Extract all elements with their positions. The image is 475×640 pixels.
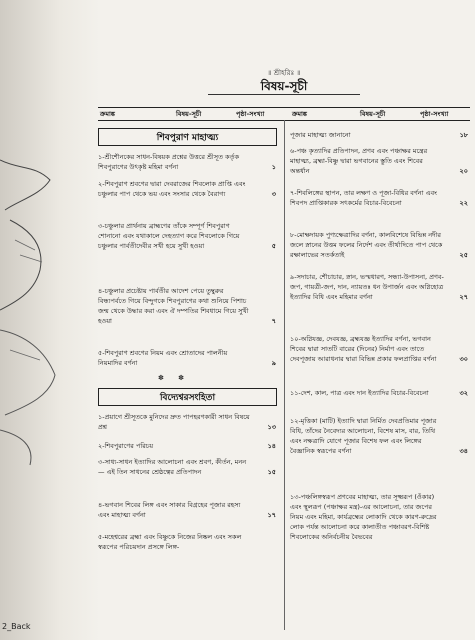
entry-text: ৭-শিবলিঙ্গের স্থাপন, তার লক্ষণ ও পূজা-বিধির বর্ণনা এবং শিবপদ প্রাপ্তিকারক সৎকর্মের বিচার-বিবেচনা <box>290 189 437 208</box>
page-title: বিষয়-সূচী <box>260 79 308 93</box>
invocation: ॥ শ্রীহরিঃ ॥ <box>267 69 301 77</box>
entry-text: ১-প্রয়াগে শ্রীসূতকে মুনিদের দ্রুত পাপহরণকারী সাধন বিষয়ে প্রশ্ন <box>98 413 250 432</box>
toc-entry <box>98 286 278 326</box>
title-underline <box>208 94 360 95</box>
entry-page: ১৫ <box>267 468 276 477</box>
entry-text: ৪-চঞ্চুলার প্রচেষ্টায় পার্বতীর আদেশ পেয়ে তুম্বুরুর বিন্ধ্যপর্বতে গিয়ে বিন্দুগকে শিবপুরাণের কথা শুনিয়ে পিশাচ জন্ম থেকে উদ্ধার করা এবং ঐ দম্পতির শিবধামে গিয়ে সুখী হওয়া <box>98 287 249 326</box>
file-label: 2_Back <box>2 622 31 631</box>
section-heading: বিদ্যেশ্বরসংহিতা <box>98 388 277 406</box>
entry-text: ২-শিবপুরাণের পরিচয় <box>98 442 154 450</box>
entry-page: ২২ <box>459 199 468 208</box>
entry-text: ৪-ভগবান শিবের লিঙ্গ এবং সাকার বিগ্রহের পূজার রহস্য এবং মাহাত্ম্য বর্ণনা <box>98 501 241 520</box>
toc-content <box>98 60 470 635</box>
serial-header-left: ক্রমাঙ্ক <box>100 110 115 118</box>
toc-entry <box>290 416 470 456</box>
column-header-bar <box>98 107 470 121</box>
subject-header-left: বিষয়-সূচী <box>176 110 202 118</box>
toc-entry <box>290 388 470 398</box>
subject-header-right: বিষয়-সূচী <box>360 110 386 118</box>
toc-entry <box>290 334 470 364</box>
adjacent-page-illustration <box>0 150 70 470</box>
entry-page: ৩২ <box>459 389 468 397</box>
toc-entry <box>98 500 278 520</box>
toc-entry <box>290 272 470 302</box>
section-heading: শিবপুরাণ মাহাত্ম্য <box>98 128 277 146</box>
entry-page: ৩৪ <box>459 447 468 456</box>
toc-entry <box>98 532 278 552</box>
toc-entry <box>290 146 470 176</box>
entry-page: ১৪ <box>267 442 276 450</box>
entry-page: ৯ <box>271 359 276 368</box>
entry-text: ১০-অগ্নিযজ্ঞ, দেবযজ্ঞ, ব্রহ্মযজ্ঞ ইত্যাদির বর্ণনা, ভগবান শিবের দ্বারা সাতটি বারের (দিনের) নির্মাণ এবং তাতে দেবপূজায় আরাধনার দ্বারা বিভিন্ন প্রকার ফলপ্রাপ্তির বর্ণনা <box>290 335 437 364</box>
entry-page: ২৫ <box>459 251 468 260</box>
entry-page: ১৩ <box>267 423 276 432</box>
toc-entry <box>98 348 278 368</box>
entry-page: ৫ <box>271 242 276 251</box>
separator-ornament: ✽ ✽ <box>158 374 190 382</box>
toc-entry <box>98 152 278 172</box>
column-divider <box>284 120 285 630</box>
entry-page: ৭ <box>271 317 276 326</box>
toc-entry <box>98 441 278 451</box>
entry-page: ১৮ <box>459 131 468 139</box>
entry-text: ১২-মৃত্তিকা (মাটি) ইত্যাদি দ্বারা নির্মিত দেবপ্রতিমার পূজার বিধি, তাঁদের নৈবেদ্যর আলোচনা, বিশেষ মাস, বার, তিথি এবং নক্ষত্রাদি যোগে পূজার বিশেষ ফল এবং লিঙ্গের বৈজ্ঞানিক স্বরূপের বর্ণনা <box>290 417 437 456</box>
entry-page: ২৭ <box>459 293 468 302</box>
entry-page: ৩ <box>271 190 276 199</box>
entry-text: ৬-পঞ্চ কৃত্যাদির প্রতিপাদন, প্রণব এবং পঞ্চাক্ষর মন্ত্রের মাহাত্ম্য, ব্রহ্মা-বিষ্ণু দ্বারা ভগবানের স্তুতি এবং শিবের অন্তর্ধান <box>290 147 428 176</box>
toc-entry <box>98 457 278 477</box>
entry-page: ১৭ <box>267 511 276 520</box>
serial-header-right: ক্রমাঙ্ক <box>292 110 307 118</box>
entry-text: ২-শিবপুরাণ শ্রবণের দ্বারা দেবরাজের শিবলোক প্রাপ্তি এবং চঞ্চুলার পাপ থেকে ভয় এবং সংসার থেকে বৈরাগ্য <box>98 180 246 199</box>
entry-text: ৫-শিবপুরাণ শ্রবণের নিয়ম এবং শ্রোতাদের পালনীয় নিয়মাদির বর্ণনা <box>98 349 228 368</box>
entry-text: ৫-মহেশ্বরের ব্রহ্মা এবং বিষ্ণুকে নিজের নিষ্কল এবং সকল স্বরূপের পরিচয়দান প্রসঙ্গে লিঙ্গ- <box>98 533 242 552</box>
entry-text: ১৩-পঞ্চলিঙ্গস্বরূপ প্রণবের মাহাত্ম্য, তার সূক্ষ্মরূপ (ওঁকার) এবং স্থূলরূপ (পঞ্চাক্ষর মন্ত্র)-এর আলোচনা, তার জপের নিয়ম এবং মহিমা, কার্যব্রহ্মের লোকাদি থেকে কারণ-রুদ্রের লোক পর্যন্ত আলোচনা করে কালাতীত পঞ্চাবরণ-বিশিষ্ট শিবলোকের অনির্বচনীয় বৈভবের <box>290 493 437 542</box>
entry-text: ৩-সাধ্য-সাধন ইত্যাদির আলোচনা এবং শ্রবণ, কীর্তন, মনন— এই তিন সাধনের শ্রেষ্ঠত্বের প্রতিপাদন <box>98 458 247 477</box>
page-header-right: পৃষ্ঠা-সংখ্যা <box>420 110 449 118</box>
entry-text: পূজার মাহাত্ম্য জানানো <box>290 131 351 139</box>
toc-entry <box>290 230 470 260</box>
toc-entry <box>98 221 278 251</box>
toc-entry <box>98 412 278 432</box>
toc-entry <box>290 188 470 208</box>
toc-entry <box>290 130 470 140</box>
toc-entry <box>98 179 278 199</box>
entry-text: ৩-চঞ্চুলার প্রার্থনায় ব্রাহ্মণের তাঁকে সম্পূর্ণ শিবপুরাণ শোনানো এবং যথাকালে দেহত্যাগ করে শিবলোকে গিয়ে চঞ্চুলার পার্বতীদেবীর সখী হয়ে সুখী হওয়া <box>98 222 240 251</box>
page-header-left: পৃষ্ঠা-সংখ্যা <box>236 110 265 118</box>
entry-text: ৯-সদাচার, শৌচাচার, স্নান, ভস্মধারণ, সন্ধ্যা-উপাসনা, প্রণব-জপ, গায়ত্রী-জপ, দান, ন্যায়তঃ ধন উপার্জন এবং অগ্নিহোত্র ইত্যাদির বিধি এবং মহিমার বর্ণনা <box>290 273 444 302</box>
entry-page: ২০ <box>459 167 468 176</box>
toc-entry <box>290 492 470 542</box>
entry-text: ১১-দেশ, কাল, পাত্র এবং দান ইত্যাদির বিচার-বিবেচনা <box>290 389 429 397</box>
entry-page: ১ <box>271 163 276 172</box>
entry-page: ৩০ <box>459 355 468 364</box>
entry-text: ১-শ্রীশৌনকের সাধন-বিষয়ক প্রশ্নের উত্তরে শ্রীসূত কর্তৃক শিবপুরাণের উৎকৃষ্ট মহিমা বর্ণনা <box>98 153 240 172</box>
entry-text: ৮-মোক্ষদায়ক পুণ্যক্ষেত্রাদির বর্ণনা, কালবিশেষে বিভিন্ন নদীর জলে স্নানের উত্তম ফলের নির্দেশ এবং তীর্থাদিতে পাপ থেকে রক্ষালাভের সতর্কতাই <box>290 231 443 260</box>
